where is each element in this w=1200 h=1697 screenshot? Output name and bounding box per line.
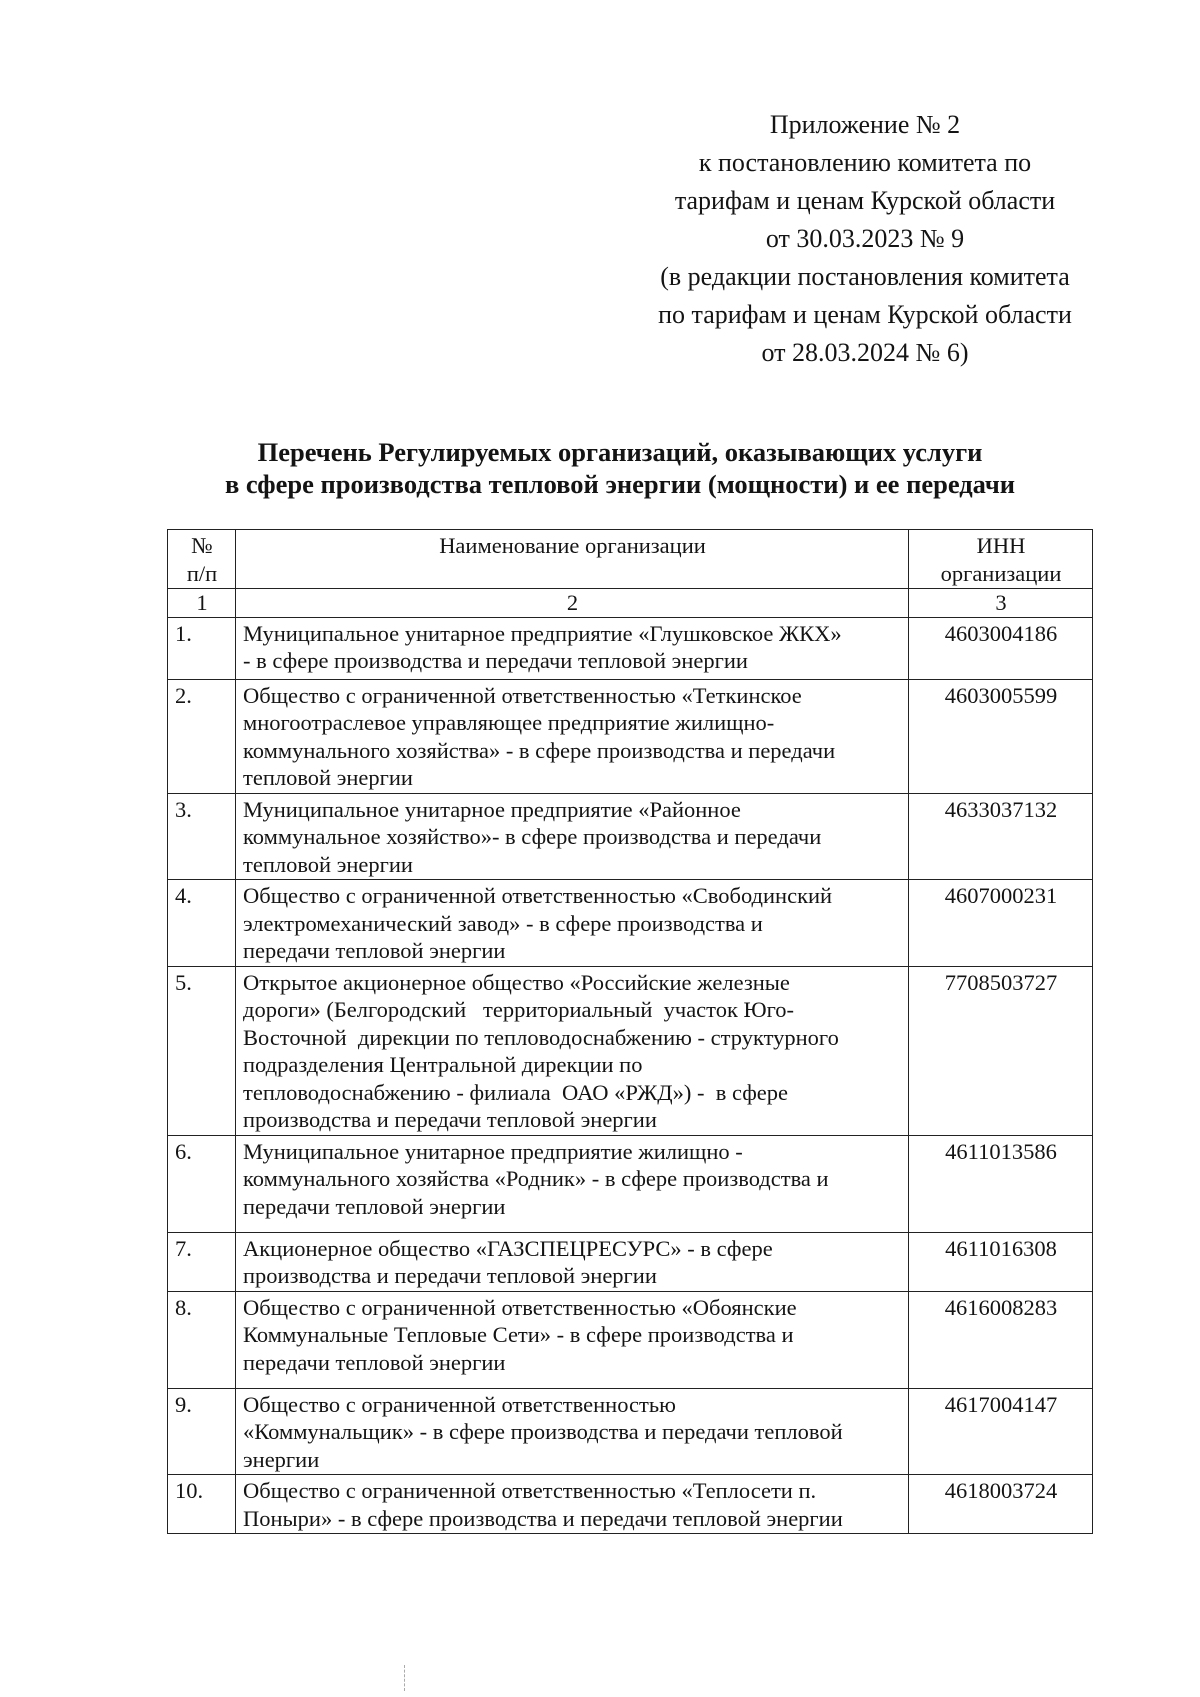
row-number: 7.: [168, 1232, 236, 1291]
row-inn: 4611013586: [909, 1135, 1093, 1232]
table-row: [168, 1475, 1093, 1534]
index-cell: 2: [236, 589, 909, 618]
header-inn: [909, 530, 1093, 589]
org-name-line: коммунального хозяйства» - в сфере производства и передачи: [243, 737, 836, 763]
header-number-line1: №: [191, 533, 213, 558]
row-number: 5.: [168, 966, 236, 1135]
org-name-line: Муниципальное унитарное предприятие «Районное: [243, 796, 741, 822]
index-cell: 3: [909, 589, 1093, 618]
org-name-line: производства и передачи тепловой энергии: [243, 1107, 657, 1132]
org-name-line: Восточной дирекции по тепловодоснабжению - структурного: [243, 1024, 839, 1050]
org-name-line: Муниципальное унитарное предприятие «Глушковское ЖКХ»: [243, 620, 842, 646]
org-name-line: - в сфере производства и передачи тепловой энергии: [243, 648, 748, 673]
org-name-line: Поныри» - в сфере производства и передачи тепловой энергии: [243, 1505, 843, 1531]
org-name-line: дороги» (Белгородский территориальный участок Юго-: [243, 997, 795, 1022]
org-name-line: Общество с ограниченной ответственностью «Обоянские: [243, 1294, 797, 1320]
row-inn: 4603005599: [909, 679, 1093, 793]
scan-margin-mark: [404, 1665, 405, 1691]
row-org-name: [236, 880, 909, 967]
row-org-name: [236, 617, 909, 679]
org-name-line: тепловой энергии: [243, 851, 413, 877]
table-row: [168, 880, 1093, 967]
org-name-line: Общество с ограниченной ответственностью «Теткинское: [243, 682, 802, 708]
org-name-line: Муниципальное унитарное предприятие жилищно -: [243, 1138, 743, 1164]
row-number: 8.: [168, 1291, 236, 1388]
table-row: [168, 1388, 1093, 1475]
row-org-name: [236, 1475, 909, 1534]
title-line: в сфере производства тепловой энергии (мощности) и ее передачи: [224, 469, 1016, 499]
appendix-line: тарифам и ценам Курской области: [674, 186, 1056, 215]
table-row: [168, 793, 1093, 880]
org-name-line: Общество с ограниченной ответственностью: [243, 1391, 676, 1417]
row-org-name: [236, 793, 909, 880]
row-org-name: [236, 966, 909, 1135]
table-row: [168, 966, 1093, 1135]
table-row: [168, 1232, 1093, 1291]
appendix-line: Приложение № 2: [769, 110, 961, 139]
header-org-name: Наименование организации: [236, 530, 909, 589]
row-number: 1.: [168, 617, 236, 679]
row-inn: 4603004186: [909, 617, 1093, 679]
row-number: 2.: [168, 679, 236, 793]
row-inn: 4633037132: [909, 793, 1093, 880]
row-inn: 4616008283: [909, 1291, 1093, 1388]
header-inn-line1: ИНН: [976, 533, 1026, 558]
row-inn: 4618003724: [909, 1475, 1093, 1534]
org-name-line: Акционерное общество «ГАЗСПЕЦРЕСУРС» - в сфере: [243, 1235, 773, 1261]
appendix-line: (в редакции постановления комитета: [660, 262, 1070, 291]
appendix-line: от 28.03.2024 № 6): [761, 338, 969, 367]
table-header-row: [168, 530, 1093, 589]
org-name-line: энергии: [243, 1446, 320, 1472]
row-org-name: [236, 1388, 909, 1475]
row-org-name: [236, 1135, 909, 1232]
organizations-table: [167, 529, 1093, 1534]
appendix-line: от 30.03.2023 № 9: [765, 224, 965, 253]
table-row: [168, 1135, 1093, 1232]
org-name-line: коммунальное хозяйство»- в сфере производства и передачи: [243, 824, 822, 849]
org-name-line: тепловодоснабжению - филиала ОАО «РЖД») - в сфере: [243, 1079, 789, 1105]
row-number: 9.: [168, 1388, 236, 1475]
row-org-name: [236, 679, 909, 793]
org-name-line: передачи тепловой энергии: [243, 1349, 506, 1375]
index-cell: 1: [168, 589, 236, 618]
row-inn: 4617004147: [909, 1388, 1093, 1475]
header-number: [168, 530, 236, 589]
table-row: [168, 1291, 1093, 1388]
row-inn: 4607000231: [909, 880, 1093, 967]
org-name-line: «Коммунальщик» - в сфере производства и передачи тепловой: [243, 1419, 843, 1444]
row-inn: 4611016308: [909, 1232, 1093, 1291]
title-line: Перечень Регулируемых организаций, оказывающих услуги: [257, 437, 983, 467]
org-name-line: Коммунальные Тепловые Сети» - в сфере производства и: [243, 1322, 794, 1347]
org-name-line: передачи тепловой энергии: [243, 938, 506, 963]
org-name-line: передачи тепловой энергии: [243, 1193, 506, 1219]
appendix-header: [630, 106, 1100, 372]
header-number-line2: п/п: [186, 560, 218, 586]
org-name-line: Общество с ограниченной ответственностью «Теплосети п.: [243, 1478, 817, 1503]
appendix-line: к постановлению комитета по: [698, 148, 1032, 177]
org-name-line: производства и передачи тепловой энергии: [243, 1263, 657, 1288]
org-name-line: электромеханический завод» - в сфере производства и: [243, 910, 763, 936]
org-name-line: Общество с ограниченной ответственностью «Свободинский: [243, 883, 833, 908]
org-name-line: тепловой энергии: [243, 765, 413, 790]
org-name-line: многоотраслевое управляющее предприятие жилищно-: [243, 710, 775, 735]
header-inn-line2: организации: [940, 560, 1062, 586]
document-title: [160, 436, 1080, 500]
row-number: 6.: [168, 1135, 236, 1232]
table-row: [168, 617, 1093, 679]
table-row: [168, 679, 1093, 793]
org-name-line: подразделения Центральной дирекции по: [243, 1052, 643, 1077]
appendix-line: по тарифам и ценам Курской области: [658, 300, 1072, 329]
row-number: 4.: [168, 880, 236, 967]
table-index-row: [168, 589, 1093, 618]
row-number: 3.: [168, 793, 236, 880]
row-inn: 7708503727: [909, 966, 1093, 1135]
org-name-line: Открытое акционерное общество «Российские железные: [243, 969, 790, 995]
org-name-line: коммунального хозяйства «Родник» - в сфере производства и: [243, 1166, 829, 1191]
row-number: 10.: [168, 1475, 236, 1534]
row-org-name: [236, 1291, 909, 1388]
row-org-name: [236, 1232, 909, 1291]
